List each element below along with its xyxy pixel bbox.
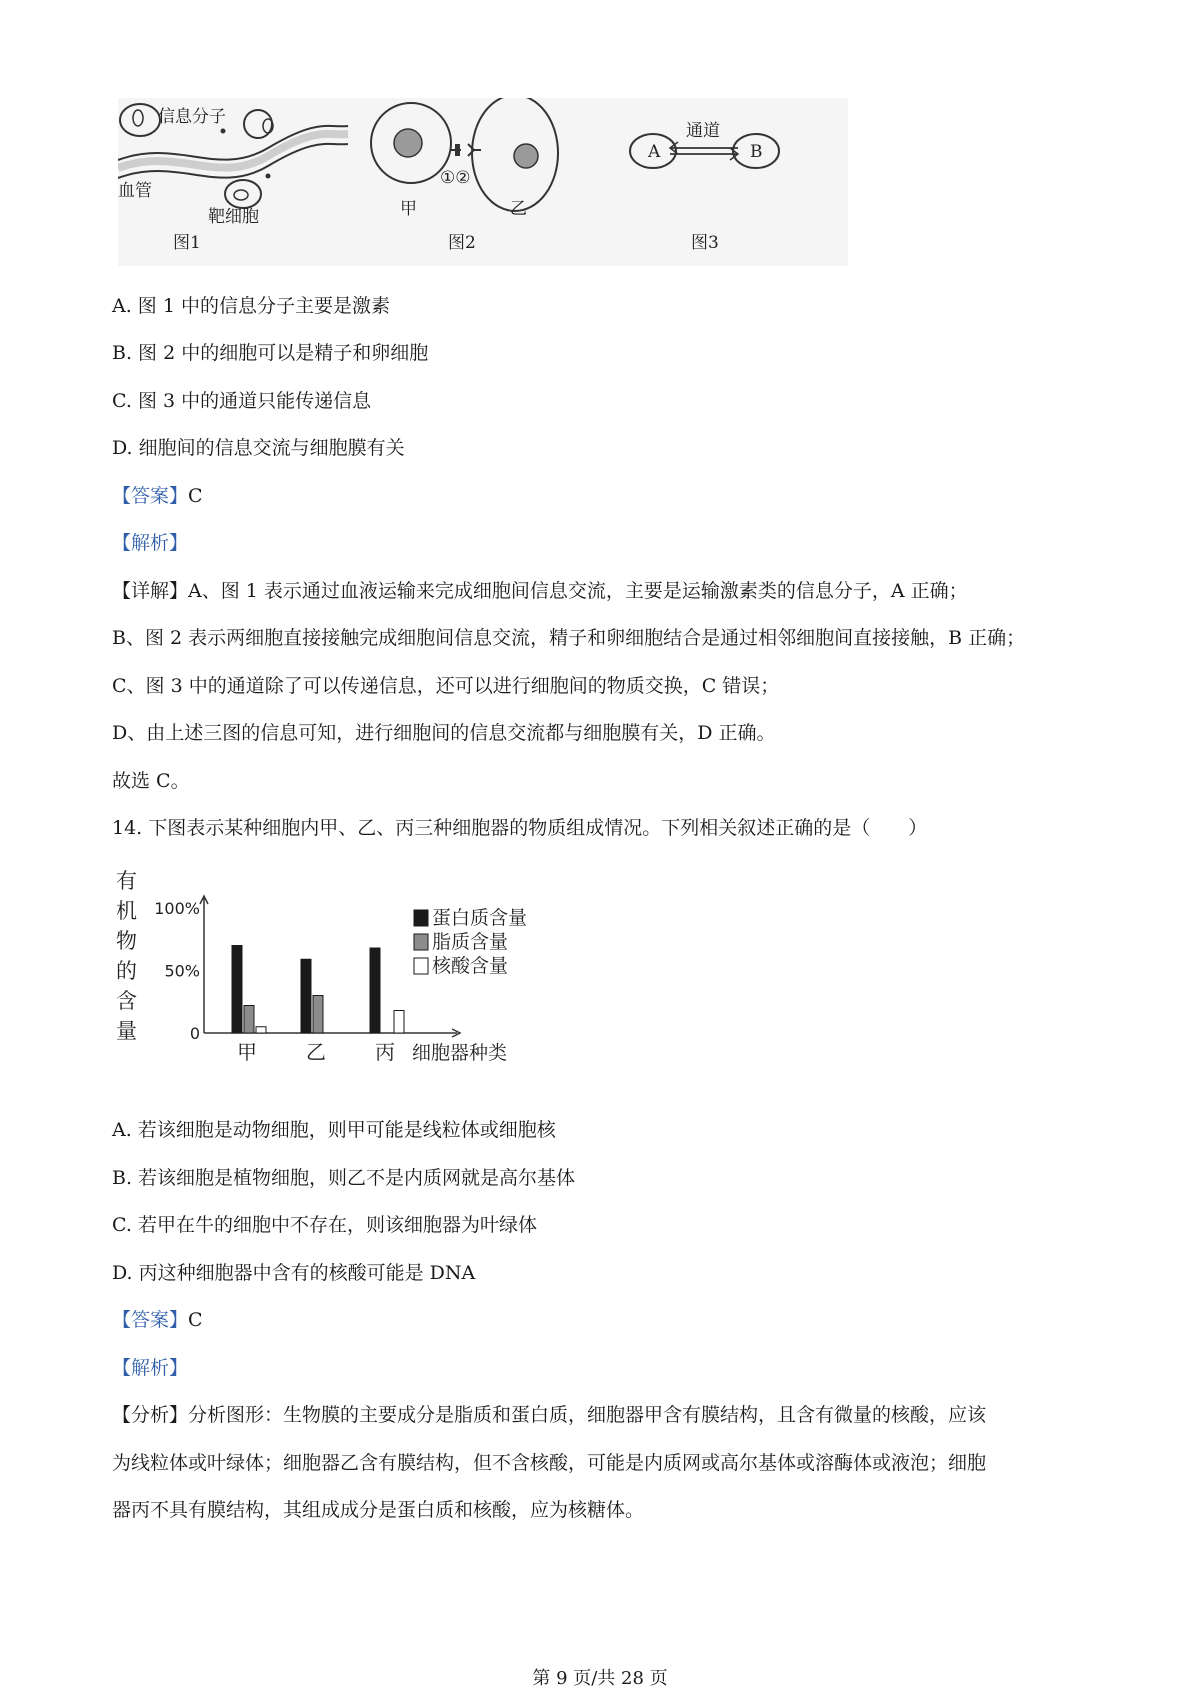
- q13-detail-line-1: 【详解】A、图 1 表示通过血液运输来完成细胞间信息交流，主要是运输激素类的信息分子，A 正确；: [112, 580, 968, 602]
- fig3-node-b-label: B: [750, 142, 763, 162]
- legend-label: 脂质含量: [432, 931, 509, 953]
- fig3-channel-label: 通道: [686, 121, 720, 141]
- q14-answer: [112, 1308, 203, 1332]
- q14-option-b: B. 若该细胞是植物细胞，则乙不是内质网就是高尔基体: [112, 1167, 576, 1189]
- bar: [301, 959, 311, 1033]
- q13-option-d: D. 细胞间的信息交流与细胞膜有关: [112, 437, 405, 459]
- legend-swatch: [414, 958, 428, 974]
- bar-chart: [112, 868, 582, 1068]
- legend-swatch: [414, 910, 428, 926]
- q14-analysis-line-3: 器丙不具有膜结构，其组成成分是蛋白质和核酸，应为核糖体。: [112, 1499, 645, 1521]
- bar: [256, 1027, 266, 1033]
- fig2-marks: ①②: [440, 168, 471, 188]
- q13-option-a: A. 图 1 中的信息分子主要是激素: [112, 295, 390, 317]
- y-axis-label-char: 机: [116, 899, 137, 923]
- answer-value: C: [188, 485, 203, 507]
- legend-label: 蛋白质含量: [432, 907, 528, 929]
- answer-tag: 【答案】: [112, 485, 189, 507]
- bar: [232, 946, 242, 1034]
- y-axis-label-char: 含: [116, 989, 137, 1013]
- y-axis-label-char: 量: [116, 1019, 137, 1043]
- q13-answer: [112, 484, 203, 508]
- q13-detail-line-2: B、图 2 表示两细胞直接接触完成细胞间信息交流，精子和卵细胞结合是通过相邻细胞间直接接触，B 正确；: [112, 627, 1026, 649]
- q14-option-d: D. 丙这种细胞器中含有的核酸可能是 DNA: [112, 1262, 476, 1284]
- target-cell-icon: [225, 180, 261, 208]
- fig2-cell-b-label: 乙: [510, 199, 527, 219]
- detail-tag: 【详解】: [112, 580, 189, 602]
- fig1-vessel-label: 血管: [118, 181, 152, 201]
- cell-communication-figures: [118, 98, 848, 266]
- fenxi-tag: 【分析】: [112, 1404, 189, 1426]
- figure-2: [371, 98, 558, 253]
- answer-tag: 【答案】: [112, 1309, 189, 1331]
- figure-strip: [118, 98, 848, 266]
- x-tick-label: 甲: [237, 1040, 257, 1064]
- fig1-label: 图1: [173, 233, 201, 253]
- q13-detail-line-4: D、由上述三图的信息可知，进行细胞间的信息交流都与细胞膜有关，D 正确。: [112, 722, 776, 744]
- q14-stem: 14. 下图表示某种细胞内甲、乙、丙三种细胞器的物质组成情况。下列相关叙述正确的是（ ）: [112, 817, 928, 839]
- y-axis-label-char: 有: [116, 869, 137, 893]
- legend-swatch: [414, 934, 428, 950]
- bar: [244, 1006, 254, 1034]
- q14-analysis-line-1: 【分析】分析图形：生物膜的主要成分是脂质和蛋白质，细胞器甲含有膜结构，且含有微量的核酸，应该: [112, 1404, 987, 1426]
- bar: [370, 948, 380, 1033]
- answer-value: C: [188, 1309, 203, 1331]
- organelle-composition-chart: [112, 868, 582, 1068]
- y-tick-label: 100%: [154, 899, 200, 918]
- figure-1: [118, 104, 348, 253]
- y-axis-label-char: 的: [116, 959, 137, 983]
- q14-analysis-tag: 【解析】: [112, 1357, 189, 1379]
- legend-label: 核酸含量: [432, 955, 509, 977]
- figure-3: [630, 121, 779, 253]
- page-footer: 第 9 页/共 28 页: [532, 1668, 668, 1689]
- y-tick-label: 0: [189, 1024, 200, 1043]
- x-axis-label: 细胞器种类: [412, 1042, 508, 1064]
- q14-analysis-line-2: 为线粒体或叶绿体；细胞器乙含有膜结构，但不含核酸，可能是内质网或高尔基体或溶酶体或液泡；细胞: [112, 1452, 987, 1474]
- fig3-label: 图3: [691, 233, 719, 253]
- fig1-target-label: 靶细胞: [208, 207, 259, 227]
- bar: [394, 1011, 404, 1034]
- q13-analysis-tag: 【解析】: [112, 532, 189, 554]
- y-axis-label-char: 物: [116, 929, 137, 953]
- q14-option-a: A. 若该细胞是动物细胞，则甲可能是线粒体或细胞核: [112, 1119, 556, 1141]
- fig2-label: 图2: [448, 233, 476, 253]
- bar: [313, 996, 323, 1034]
- fig3-node-a-label: A: [648, 142, 661, 162]
- y-tick-label: 50%: [164, 961, 200, 981]
- q13-option-b: B. 图 2 中的细胞可以是精子和卵细胞: [112, 342, 429, 364]
- fig2-cell-a-label: 甲: [400, 199, 417, 219]
- cell-icon: [120, 104, 160, 136]
- q13-conclusion: 故选 C。: [112, 770, 190, 792]
- x-tick-label: 丙: [375, 1040, 395, 1064]
- x-tick-label: 乙: [306, 1040, 326, 1064]
- q13-option-c: C. 图 3 中的通道只能传递信息: [112, 390, 372, 412]
- q14-option-c: C. 若甲在牛的细胞中不存在，则该细胞器为叶绿体: [112, 1214, 537, 1236]
- fig1-signal-label: 信息分子: [158, 107, 226, 127]
- q13-detail-line-3: C、图 3 中的通道除了可以传递信息，还可以进行细胞间的物质交换，C 错误；: [112, 675, 780, 697]
